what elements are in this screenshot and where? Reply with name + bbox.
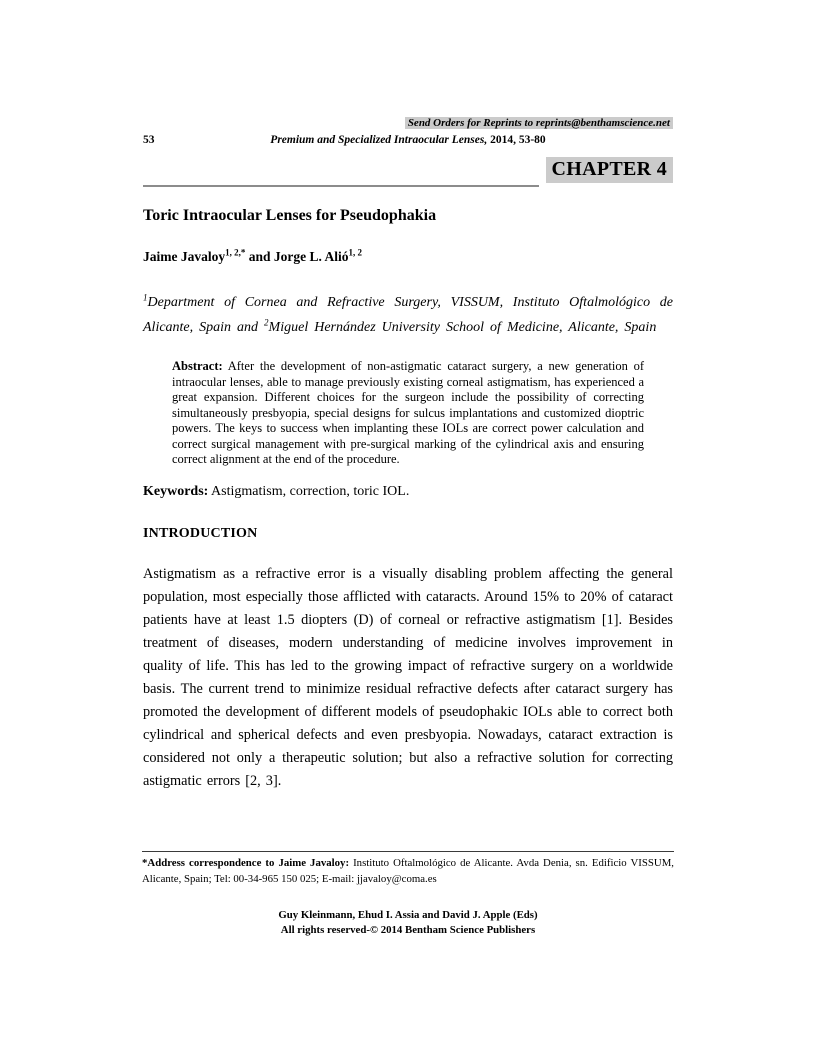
author-1-affiliation-marks: 1, 2,* — [225, 247, 246, 258]
article-title: Toric Intraocular Lenses for Pseudophakia — [143, 207, 437, 224]
abstract-label: Abstract: — [172, 359, 223, 373]
authors-line — [143, 249, 673, 265]
author-1: Jaime Javaloy — [143, 249, 226, 264]
keywords-line — [143, 483, 673, 501]
affiliation-1-text: Department of Cornea and Refractive Surgery, VISSUM, Instituto Oftalmológico de Alicante, Spain and — [143, 295, 673, 335]
header-rule — [143, 185, 539, 187]
text-block — [143, 116, 673, 793]
page-number: 53 — [143, 134, 155, 146]
reprint-notice: Send Orders for Reprints to reprints@benthamscience.net — [405, 117, 673, 129]
body-paragraph: Astigmatism as a refractive error is a visually disabling problem affecting the general population, most especially those afflicted with cataracts. Around 15% to 20% of cataract patients have at least 1.5 diopters (D) of corneal or refractive astigmatism [1]. Besides treatment of diseases, modern understanding of medicine involves improvement in quality of life. This has led to the growing impact of refractive surgery on a worldwide basis. The current trend to minimize residual refractive defects after cataract surgery has promoted the development of different models of pseudophakic IOLs able to correct both cylindrical and spherical defects and even presbyopia. Nowadays, cataract extraction is considered not only a therapeutic solution; but also a refractive solution for correcting astigmatic errors [2, 3]. — [143, 565, 673, 789]
affiliation-1-mark: 1 — [143, 292, 148, 303]
chapter-header-row — [143, 157, 673, 183]
reprint-notice-line — [143, 116, 673, 130]
abstract-paragraph — [172, 359, 644, 468]
keywords-label: Keywords: — [143, 483, 209, 499]
footer-copyright: All rights reserved-© 2014 Bentham Science Publishers — [280, 924, 536, 936]
affiliation-2-text: Miguel Hernández University School of Medicine, Alicante, Spain — [268, 320, 657, 335]
section-heading-introduction: INTRODUCTION — [143, 525, 258, 541]
authors-connector: and — [245, 249, 274, 264]
affiliations — [143, 290, 673, 340]
keywords-text: Astigmatism, correction, toric IOL. — [208, 483, 410, 499]
correspondence-label: *Address correspondence to Jaime Javaloy: — [142, 857, 350, 869]
journal-title: Premium and Specialized Intraocular Lenses, — [270, 134, 488, 146]
affiliation-2-mark: 2 — [264, 317, 269, 328]
author-2-affiliation-marks: 1, 2 — [348, 247, 363, 258]
running-head — [143, 133, 673, 148]
correspondence-details: Instituto Oftalmológico de Alicante. Avda Denia, sn. Edificio VISSUM, Alicante, Spain; Tel: 00-34-965 150 025; E-mail: jjavaloy@coma.es — [142, 857, 674, 885]
chapter-badge: CHAPTER 4 — [546, 157, 673, 183]
correspondence-footnote — [142, 851, 674, 887]
journal-issue: 2014, 53-80 — [487, 134, 546, 146]
correspondence-text — [142, 856, 674, 887]
page-footer — [143, 908, 673, 938]
abstract-text: After the development of non-astigmatic cataract surgery, a new generation of intraocular lenses, able to manage previously existing corneal astigmatism, has experienced a great expansion. Different choices for the surgeon include the possibility of correcting simultaneously presbyopia, special designs for sulcus implantations and customized dioptric powers. The keys to success when implanting these IOLs are correct power calculation and correct surgical management with pre-surgical marking of the cylindrical axis and ensuring correct alignment at the end of the procedure. — [172, 359, 644, 466]
footer-editors: Guy Kleinmann, Ehud I. Assia and David J. Apple (Eds) — [278, 909, 538, 921]
author-2: Jorge L. Alió — [273, 249, 349, 264]
